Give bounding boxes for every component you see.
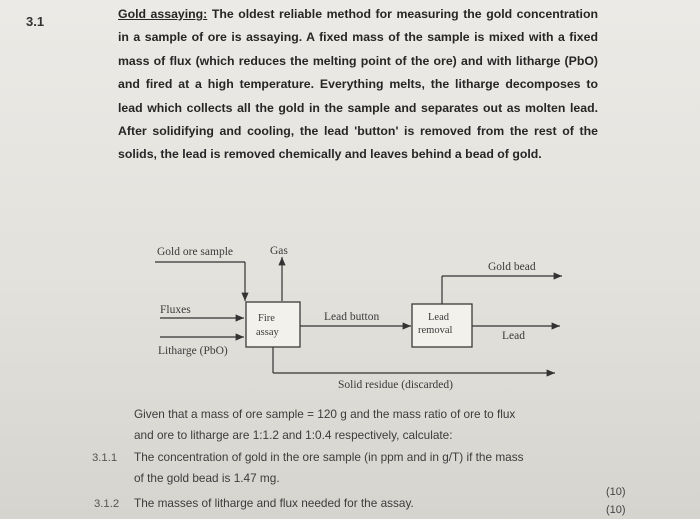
subquestion-2 bbox=[134, 493, 604, 514]
subquestion-1-line-2: of the gold bead is 1.47 mg. bbox=[134, 470, 280, 485]
question-number: 3.1 bbox=[26, 14, 45, 29]
lead-button-label: Lead button bbox=[324, 311, 380, 323]
fire-assay-box bbox=[246, 302, 300, 347]
given-line-1: Given that a mass of ore sample = 120 g and the mass ratio of ore to flux bbox=[134, 407, 516, 421]
gold-ore-sample-label: Gold ore sample bbox=[157, 246, 234, 258]
question-title: Gold assaying: bbox=[118, 7, 208, 21]
question-intro-text: The oldest reliable method for measuring the gold concentration in a sample of ore is assaying. A fixed mass of the sample is mixed with a fixed mass of flux (which reduces the melting point of the ore) and with litharge (PbO) and fired at a high temperature. Everything melts, the litharge decomposes to lead which collects all the gold in the sample and separates out as molten lead. After solidifying and cooling, the lead 'button' is removed from the rest of the solids, the lead is removed chemically and leaves behind a bead of gold. bbox=[118, 7, 598, 162]
litharge-label: Litharge (PbO) bbox=[158, 345, 228, 357]
subquestion-number-1: 3.1.1 bbox=[92, 452, 118, 464]
subquestion-1 bbox=[134, 447, 604, 488]
subquestion-1-line-1: The concentration of gold in the ore sample (in ppm and in g/T) if the mass bbox=[134, 450, 524, 464]
fluxes-label: Fluxes bbox=[160, 304, 191, 316]
subquestion-1-marks: (10) bbox=[606, 486, 626, 498]
given-line-2: and ore to litharge are 1:1.2 and 1:0.4 respectively, calculate: bbox=[134, 427, 453, 442]
subquestion-2-marks: (10) bbox=[606, 504, 626, 516]
gas-label: Gas bbox=[270, 245, 288, 257]
lead-removal-label-2: removal bbox=[418, 325, 453, 336]
solid-residue-label: Solid residue (discarded) bbox=[338, 379, 453, 391]
given-statement bbox=[134, 404, 594, 445]
fire-assay-label-2: assay bbox=[256, 327, 279, 338]
fire-assay-label-1: Fire bbox=[258, 313, 275, 324]
lead-output-label: Lead bbox=[502, 330, 525, 342]
subquestion-number-2: 3.1.2 bbox=[94, 498, 120, 510]
gold-bead-label: Gold bead bbox=[488, 261, 536, 273]
subquestion-2-line-1: The masses of litharge and flux needed for the assay. bbox=[134, 496, 414, 510]
lead-removal-label-1: Lead bbox=[428, 312, 449, 323]
